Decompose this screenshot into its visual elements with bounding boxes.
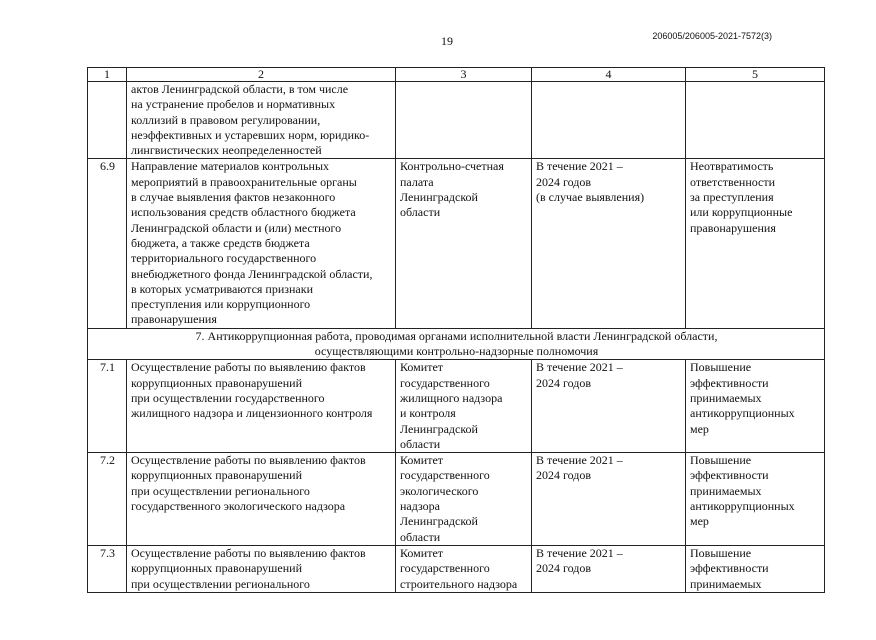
text-line: 2024 годов [536, 561, 592, 576]
text-line: государственного [400, 375, 490, 390]
period-cell [532, 82, 686, 159]
description-cell [127, 545, 396, 592]
period-cell [532, 453, 686, 546]
text-line: экологического [400, 483, 479, 498]
description-cell [127, 360, 396, 453]
text-line: В течение 2021 – [536, 159, 623, 174]
column-number: 4 [532, 68, 686, 82]
result-cell [686, 82, 825, 159]
text-line: преступления или коррупционного [131, 297, 311, 312]
page-number: 19 [441, 34, 453, 48]
text-line: области [400, 529, 441, 544]
executor-cell [396, 453, 532, 546]
text-line: жилищного надзора [400, 390, 503, 405]
result-cell [686, 545, 825, 592]
column-number: 1 [88, 68, 127, 82]
table-row [88, 453, 825, 546]
text-line: Осуществление работы по выявлению фактов [131, 453, 366, 468]
column-number-row [88, 68, 825, 82]
text-line: 2024 годов [536, 375, 592, 390]
result-cell [686, 453, 825, 546]
description-cell [127, 159, 396, 328]
text-line: актов Ленинградской области, в том числе [131, 82, 349, 96]
text-line: Повышение [690, 545, 752, 560]
text-line: коррупционных правонарушений [131, 561, 302, 576]
text-line: бюджета, а также средств бюджета [131, 235, 310, 250]
text-line: внебюджетного фонда Ленинградской области, [131, 266, 373, 281]
text-line: эффективности [690, 468, 769, 483]
text-line: правонарушения [131, 312, 217, 327]
text-line: ответственности [690, 174, 776, 189]
text-line: Комитет [400, 360, 444, 375]
text-line: эффективности [690, 561, 769, 576]
text-line: коррупционных правонарушений [131, 468, 302, 483]
text-line: в которых усматриваются признаки [131, 281, 314, 296]
text-line: при осуществлении регионального [131, 576, 310, 591]
text-line: мероприятий в правоохранительные органы [131, 174, 357, 189]
text-line: государственного [400, 561, 490, 576]
text-line: лингвистических неопределенностей [131, 143, 322, 158]
text-line: Ленинградской области и (или) местного [131, 220, 342, 235]
description-cell [127, 82, 396, 159]
text-line: Осуществление работы по выявлению фактов [131, 545, 366, 560]
text-line: осуществляющими контрольно-надзорные полномочия [314, 344, 599, 359]
text-line: (в случае выявления) [536, 190, 645, 205]
text-line: при осуществлении регионального [131, 483, 310, 498]
text-line: В течение 2021 – [536, 453, 623, 468]
text-line: Неотвратимость [690, 159, 774, 174]
text-line: жилищного надзора и лицензионного контроля [131, 406, 373, 421]
text-line: 2024 годов [536, 174, 592, 189]
text-line: В течение 2021 – [536, 545, 623, 560]
text-line: Осуществление работы по выявлению фактов [131, 360, 366, 375]
text-line: эффективности [690, 375, 769, 390]
text-line: В течение 2021 – [536, 360, 623, 375]
executor-cell [396, 545, 532, 592]
text-line: государственного экологического надзора [131, 499, 346, 514]
text-line: Повышение [690, 453, 752, 468]
text-line: территориального государственного [131, 251, 317, 266]
text-line: палата [400, 174, 434, 189]
table-row [88, 82, 825, 159]
period-cell [532, 545, 686, 592]
text-line: Комитет [400, 545, 444, 560]
row-number-cell: 6.9 [88, 159, 127, 328]
text-line: антикоррупционных [690, 406, 795, 421]
text-line: области [400, 205, 441, 220]
row-number-cell: 7.2 [88, 453, 127, 546]
text-line: неэффективных и устаревших норм, юридико- [131, 127, 370, 142]
text-line: 2024 годов [536, 468, 592, 483]
document-id: 206005/206005-2021-7572(3) [652, 31, 772, 41]
text-line: принимаемых [690, 390, 762, 405]
text-line: принимаемых [690, 483, 762, 498]
text-line: Ленинградской [400, 190, 478, 205]
result-cell [686, 159, 825, 328]
period-cell [532, 360, 686, 453]
row-number-cell [88, 82, 127, 159]
text-line: мер [690, 421, 709, 436]
text-line: области [400, 436, 441, 451]
executor-cell [396, 82, 532, 159]
table-row [88, 159, 825, 328]
period-cell [532, 159, 686, 328]
description-cell [127, 453, 396, 546]
text-line: за преступления [690, 190, 774, 205]
text-line: надзора [400, 499, 440, 514]
result-cell [686, 360, 825, 453]
row-number-cell: 7.1 [88, 360, 127, 453]
text-line: или коррупционные [690, 205, 793, 220]
section-heading [88, 328, 825, 360]
text-line: Ленинградской [400, 514, 478, 529]
text-line: 7. Антикоррупционная работа, проводимая органами исполнительной власти Ленинградской области, [195, 328, 718, 343]
executor-cell [396, 159, 532, 328]
row-number-cell: 7.3 [88, 545, 127, 592]
text-line: в случае выявления фактов незаконного [131, 190, 336, 205]
column-number: 3 [396, 68, 532, 82]
text-line: при осуществлении государственного [131, 390, 325, 405]
text-line: коррупционных правонарушений [131, 375, 302, 390]
text-line: Ленинградской [400, 421, 478, 436]
text-line: мер [690, 514, 709, 529]
text-line: Направление материалов контрольных [131, 159, 329, 174]
table-row [88, 360, 825, 453]
text-line: антикоррупционных [690, 499, 795, 514]
text-line: использования средств областного бюджета [131, 205, 356, 220]
table-row [88, 545, 825, 592]
text-line: Контрольно-счетная [400, 159, 504, 174]
text-line: государственного [400, 468, 490, 483]
text-line: строительного надзора [400, 576, 518, 591]
section-heading-row [88, 328, 825, 360]
text-line: принимаемых [690, 576, 762, 591]
column-number: 2 [127, 68, 396, 82]
text-line: Комитет [400, 453, 444, 468]
text-line: коллизий в правовом регулировании, [131, 112, 321, 127]
text-line: правонарушения [690, 220, 776, 235]
text-line: Повышение [690, 360, 752, 375]
executor-cell [396, 360, 532, 453]
text-line: и контроля [400, 406, 456, 421]
text-line: на устранение пробелов и нормативных [131, 97, 336, 112]
measures-table [87, 67, 825, 593]
column-number: 5 [686, 68, 825, 82]
